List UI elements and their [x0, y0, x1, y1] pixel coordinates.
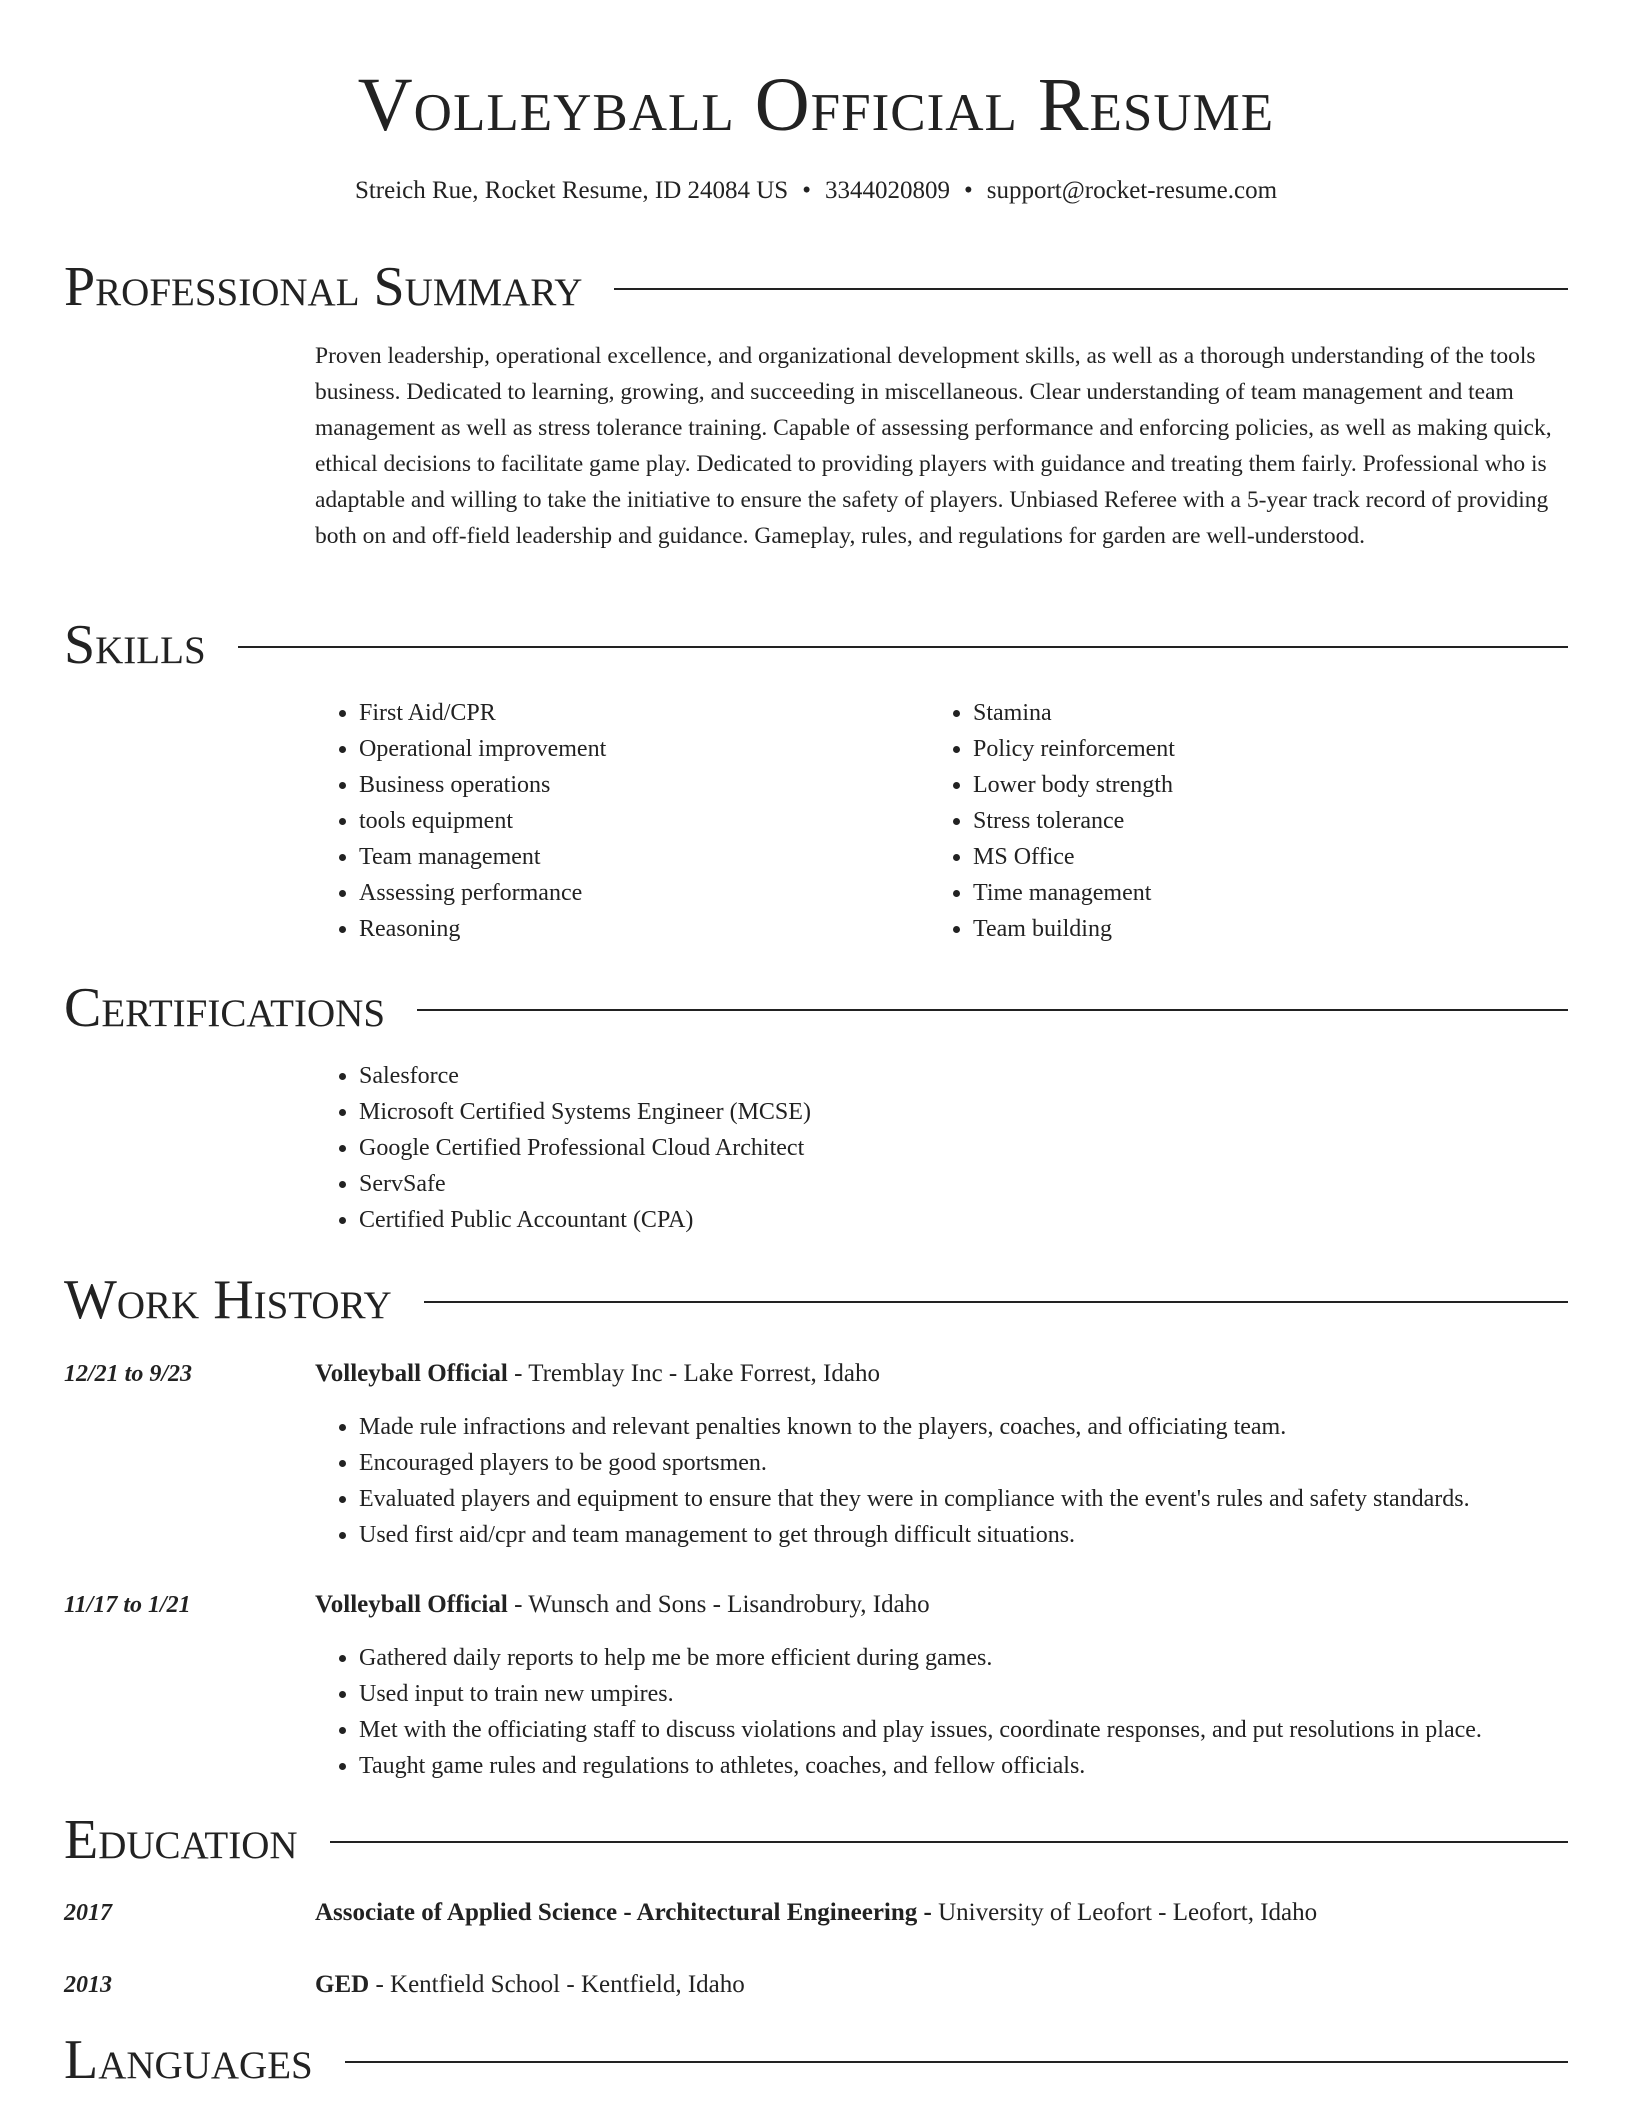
section-header-work-history — [64, 1268, 1568, 1332]
job-employer: Wunsch and Sons - Lisandrobury, Idaho — [528, 1591, 930, 1618]
education-degree: GED — [315, 1971, 370, 1998]
job-title-line — [315, 1589, 1568, 1621]
job-bullet: • Encouraged players to be good sportsmen. — [359, 1445, 1612, 1481]
job-bullet: • Taught game rules and regulations to athletes, coaches, and fellow officials. — [359, 1748, 1612, 1784]
resume-title: Volleyball Official Resume — [357, 63, 1275, 147]
skill-item: • Team management — [359, 839, 919, 875]
skill-item: • Time management — [973, 875, 1573, 911]
skill-item: • Assessing performance — [359, 875, 919, 911]
contact-separator: • — [802, 177, 811, 204]
job-bullet: • Made rule infractions and relevant penalties known to the players, coaches, and officiating team. — [359, 1409, 1612, 1445]
section-divider — [330, 1841, 1568, 1843]
section-title-summary: Professional Summary — [64, 256, 583, 318]
section-title-skills: Skills — [64, 614, 206, 676]
section-divider — [424, 1301, 1568, 1303]
certifications-list — [315, 1058, 1559, 1238]
job-bullet: • Evaluated players and equipment to ensure that they were in compliance with the event's rules and safety standards. — [359, 1481, 1612, 1517]
section-divider — [417, 1009, 1568, 1011]
job-position: Volleyball Official — [315, 1591, 508, 1618]
section-title-languages: Languages — [64, 2029, 313, 2091]
section-divider — [345, 2061, 1568, 2063]
education-year: 2013 — [64, 1972, 112, 1998]
education-year: 2017 — [64, 1900, 112, 1926]
education-school: University of Leofort - Leofort, Idaho — [938, 1899, 1318, 1926]
education-line — [315, 1969, 1568, 2001]
job-dash: - — [507, 1591, 529, 1618]
skill-item: • Policy reinforcement — [973, 731, 1573, 767]
certification-item: • Certified Public Accountant (CPA) — [359, 1202, 1559, 1238]
section-header-education — [64, 1808, 1568, 1872]
skill-item: • Stress tolerance — [973, 803, 1573, 839]
section-title-certifications: Certifications — [64, 977, 386, 1039]
education-dash: - — [917, 1899, 939, 1926]
skill-item: • Business operations — [359, 767, 919, 803]
contact-address: Streich Rue, Rocket Resume, ID 24084 US — [354, 177, 789, 204]
section-title-education: Education — [64, 1809, 298, 1871]
skill-item: • Team building — [973, 911, 1573, 947]
skill-item: • tools equipment — [359, 803, 919, 839]
job-position: Volleyball Official — [315, 1360, 508, 1387]
skill-item: • MS Office — [973, 839, 1573, 875]
education-dash: - — [369, 1971, 391, 1998]
job-title-line — [315, 1358, 1568, 1390]
contact-line — [0, 176, 1632, 206]
job-dates: 12/21 to 9/23 — [64, 1361, 193, 1387]
section-divider — [238, 646, 1568, 648]
section-header-skills — [64, 613, 1568, 677]
skill-item: • Reasoning — [359, 911, 919, 947]
summary-text: Proven leadership, operational excellence, and organizational development skills, as well as a thorough understanding of the tools business. Dedicated to learning, growing, and succeeding in miscellaneous. Clear understanding of team management and team management as well as stress tolerance training. Capable of assessing performance and enforcing policies, as well as making quick, ethical decisions to facilitate game play. Dedicated to providing players with guidance and treating them fairly. Professional who is adaptable and willing to take the initiative to ensure the safety of players. Unbiased Referee with a 5-year track record of providing both on and off-field leadership and guidance. Gameplay, rules, and regulations for garden are well-understood. — [315, 343, 1552, 549]
job-employer: Tremblay Inc - Lake Forrest, Idaho — [528, 1360, 880, 1387]
contact-separator: • — [963, 177, 973, 204]
job-bullets — [315, 1640, 1612, 1784]
section-header-summary — [64, 255, 1568, 319]
skills-list-right — [929, 695, 1573, 947]
skill-item: • First Aid/CPR — [359, 695, 919, 731]
skills-list-left — [315, 695, 919, 947]
contact-email: support@rocket-resume.com — [986, 177, 1278, 204]
certification-item: • Microsoft Certified Systems Engineer (MCSE) — [359, 1094, 1559, 1130]
education-school: Kentfield School - Kentfield, Idaho — [390, 1971, 745, 1998]
job-bullet: • Used first aid/cpr and team management to get through difficult situations. — [359, 1517, 1612, 1553]
section-header-certifications — [64, 976, 1568, 1040]
section-title-work-history: Work History — [64, 1269, 392, 1331]
certification-item: • Salesforce — [359, 1058, 1559, 1094]
certification-item: • ServSafe — [359, 1166, 1559, 1202]
skill-item: • Lower body strength — [973, 767, 1573, 803]
education-degree: Associate of Applied Science - Architectural Engineering — [315, 1899, 918, 1926]
contact-phone: 3344020809 — [824, 177, 950, 204]
section-header-languages — [64, 2028, 1568, 2092]
job-bullets — [315, 1409, 1612, 1553]
skill-item: • Operational improvement — [359, 731, 919, 767]
job-dates: 11/17 to 1/21 — [64, 1592, 191, 1618]
certification-item: • Google Certified Professional Cloud Architect — [359, 1130, 1559, 1166]
job-bullet: • Gathered daily reports to help me be more efficient during games. — [359, 1640, 1612, 1676]
job-bullet: • Used input to train new umpires. — [359, 1676, 1612, 1712]
education-line — [315, 1897, 1568, 1929]
job-dash: - — [507, 1360, 529, 1387]
section-divider — [614, 288, 1568, 290]
job-bullet: • Met with the officiating staff to discuss violations and play issues, coordinate responses, and put resolutions in place. — [359, 1712, 1612, 1748]
skill-item: • Stamina — [973, 695, 1573, 731]
